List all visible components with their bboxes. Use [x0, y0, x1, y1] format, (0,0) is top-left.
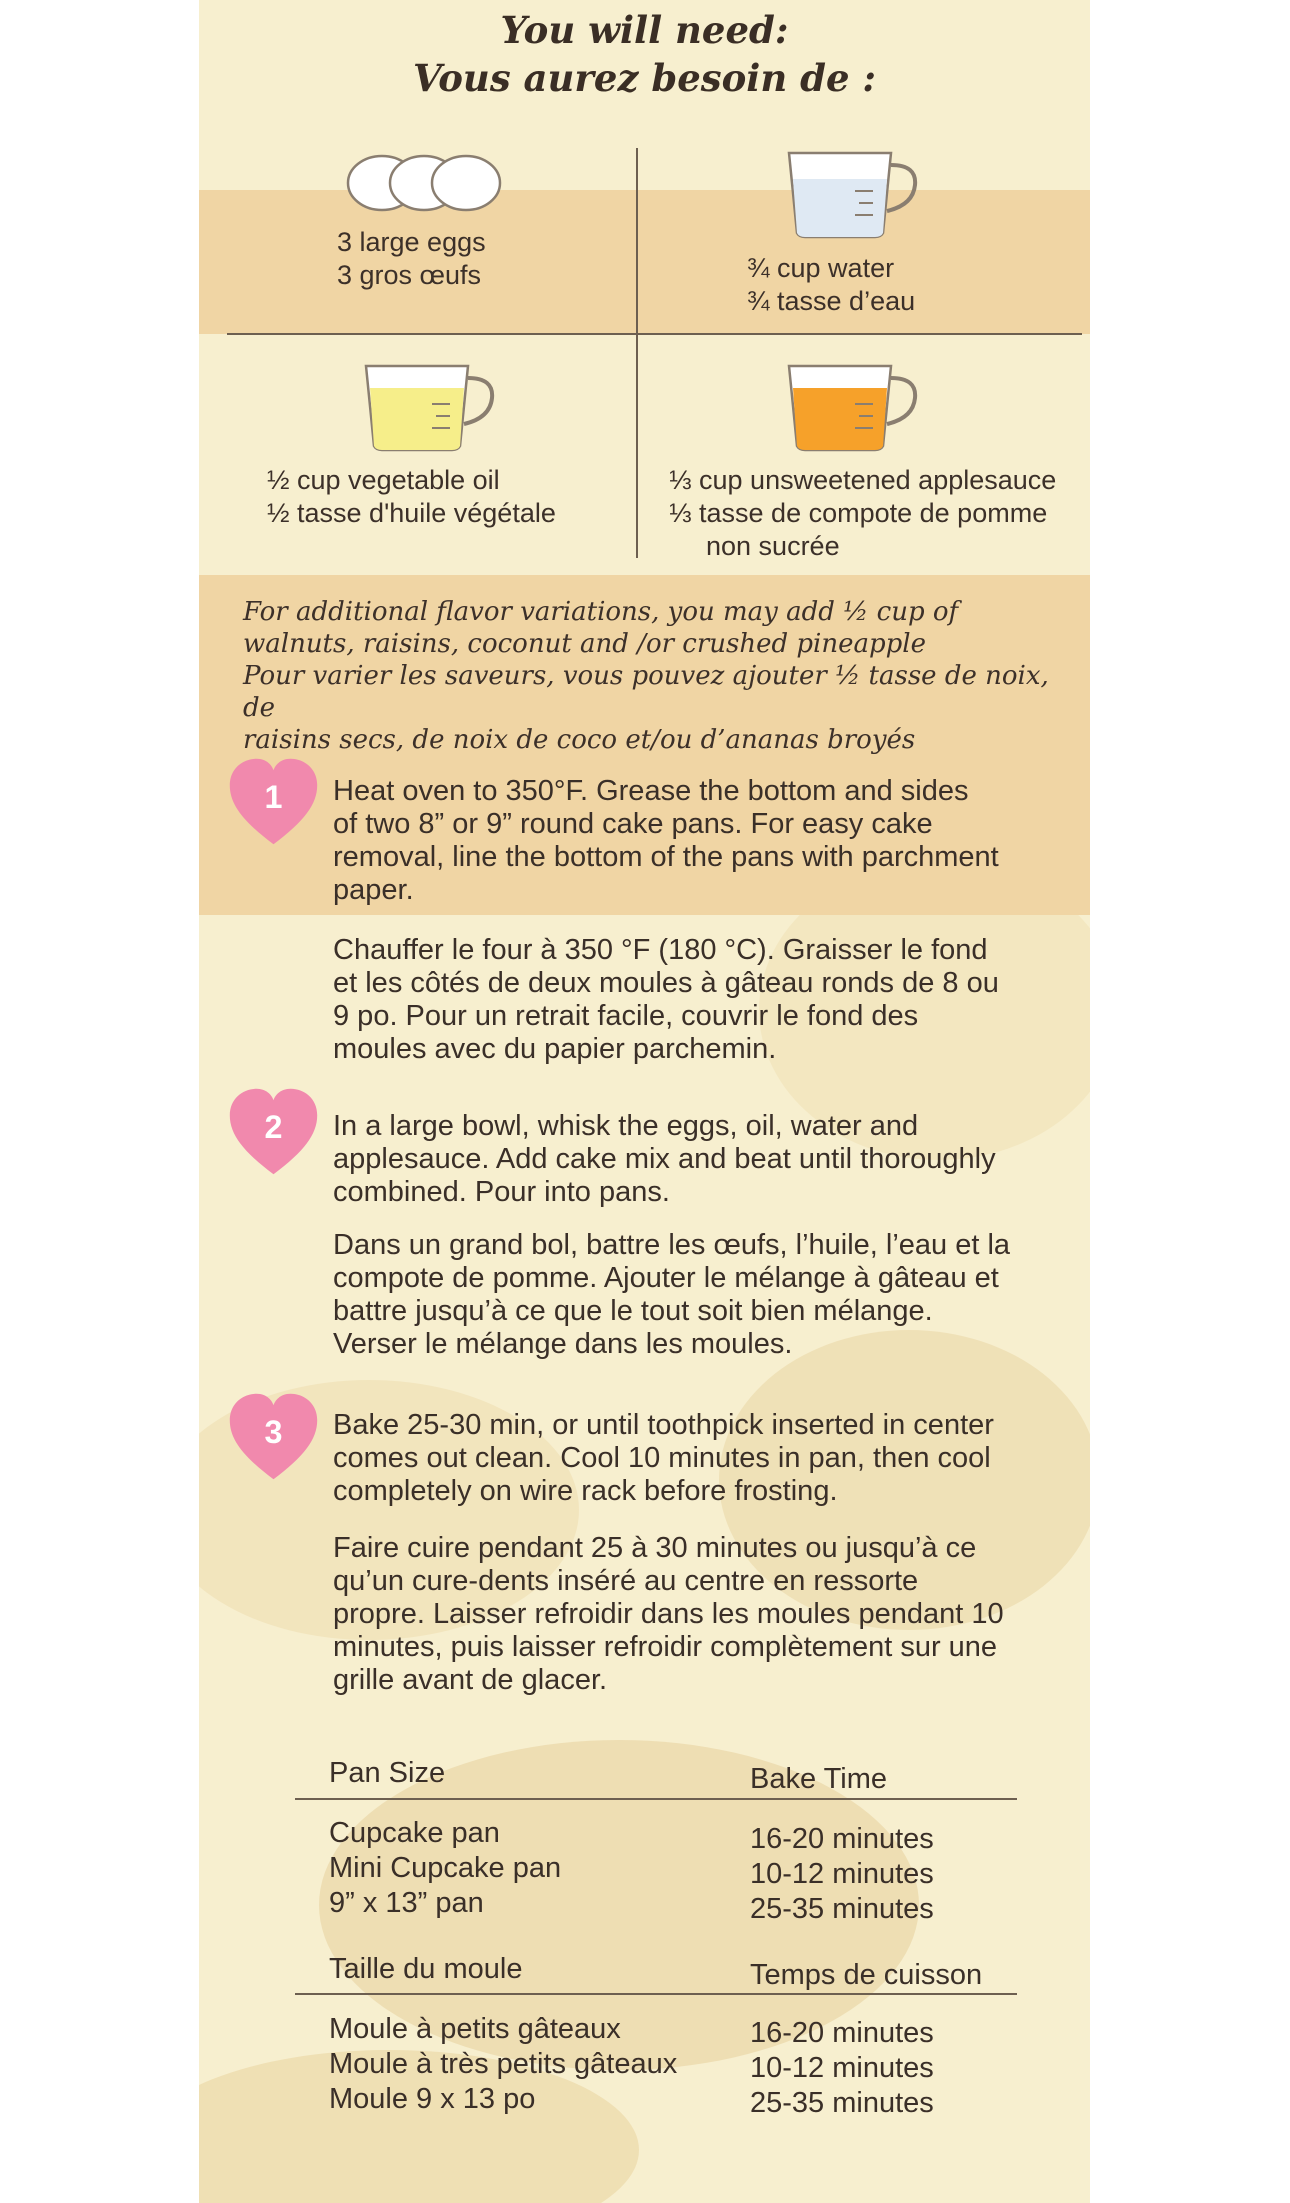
- ingredient-applesauce-en: ⅓ cup unsweetened applesauce: [669, 465, 1057, 495]
- step-1-fr-line: moules avec du papier parchemin.: [333, 1033, 777, 1065]
- pan-table-fr-pans: [329, 2012, 677, 2117]
- step-2-heart-icon: [226, 1085, 321, 1180]
- measuring-cup-applesauce-icon: [783, 358, 923, 454]
- ingredient-applesauce-fr2: non sucrée: [706, 531, 840, 561]
- flavor-note: [243, 596, 1063, 756]
- step-2-en-line: applesauce. Add cake mix and beat until thoroughly: [333, 1143, 996, 1175]
- eggs-icon: [344, 152, 504, 214]
- ingredient-water: [747, 252, 915, 318]
- step-2-fr: [333, 1229, 1073, 1361]
- ingredient-band-top: [199, 190, 1090, 334]
- step-2-number: 2: [264, 1109, 283, 1146]
- step-3-fr-line: minutes, puis laisser refroidir complètement sur une: [333, 1631, 998, 1663]
- ingredient-water-en: ¾ cup water: [747, 253, 895, 283]
- measuring-cup-oil-icon: [360, 358, 500, 454]
- step-1-en: [333, 775, 1073, 907]
- step-2-fr-line: Verser le mélange dans les moules.: [333, 1328, 793, 1360]
- ingredient-grid-vertical: [636, 148, 638, 558]
- step-2-en-line: In a large bowl, whisk the eggs, oil, water and: [333, 1110, 919, 1142]
- instruction-panel: [199, 0, 1090, 2203]
- measuring-cup-water-icon: [783, 145, 923, 241]
- pan-table-fr-rule: [295, 1993, 1017, 1995]
- step-3-fr-line: qu’un cure-dents inséré au centre en ressorte: [333, 1565, 919, 1597]
- step-2-fr-line: battre jusqu’à ce que le tout soit bien mélange.: [333, 1295, 933, 1327]
- step-3-heart-icon: [226, 1390, 321, 1485]
- pan-size-cell: Moule à très petits gâteaux: [329, 2048, 678, 2080]
- bake-time-cell: 10-12 minutes: [750, 1858, 934, 1890]
- step-2-en-line: combined. Pour into pans.: [333, 1176, 670, 1208]
- ingredient-oil-fr: ½ tasse d'huile végétale: [267, 498, 556, 528]
- pan-size-cell: 9” x 13” pan: [329, 1887, 484, 1919]
- ingredient-water-fr: ¾ tasse d’eau: [747, 286, 916, 316]
- step-3-fr-line: propre. Laisser refroidir dans les moules pendant 10: [333, 1598, 1004, 1630]
- heading-fr: Vous aurez besoin de :: [412, 56, 877, 100]
- pan-table-fr-header-left: Taille du moule: [329, 1953, 523, 1985]
- step-1-fr-line: 9 po. Pour un retrait facile, couvrir le fond des: [333, 1000, 919, 1032]
- pan-table-en-times: [750, 1822, 934, 1927]
- flavor-note-en-1: For additional flavor variations, you may add ½ cup of: [243, 597, 959, 627]
- flavor-note-fr-1: Pour varier les saveurs, vous pouvez ajouter ½ tasse de noix, de: [243, 661, 1049, 723]
- step-3-fr-line: Faire cuire pendant 25 à 30 minutes ou jusqu’à ce: [333, 1532, 977, 1564]
- step-1-fr: [333, 934, 1073, 1066]
- flavor-note-en-2: walnuts, raisins, coconut and /or crushed pineapple: [243, 629, 926, 659]
- pan-size-cell: Mini Cupcake pan: [329, 1852, 562, 1884]
- pan-table-en-pans: [329, 1816, 561, 1921]
- pan-table-en-header-right: Bake Time: [750, 1763, 887, 1795]
- step-2-en: [333, 1110, 1073, 1209]
- pan-table-en-header-left: Pan Size: [329, 1757, 446, 1789]
- ingredient-grid-horizontal: [227, 333, 1082, 335]
- step-1-en-line: removal, line the bottom of the pans with parchment: [333, 841, 999, 873]
- step-3-fr: [333, 1532, 1073, 1697]
- step-1-fr-line: Chauffer le four à 350 °F (180 °C). Graisser le fond: [333, 934, 988, 966]
- ingredient-eggs: [337, 226, 486, 292]
- pan-table-fr-times: [750, 2016, 934, 2121]
- step-1-fr-line: et les côtés de deux moules à gâteau ronds de 8 ou: [333, 967, 999, 999]
- ingredient-applesauce: [669, 464, 1090, 563]
- ingredient-eggs-fr: 3 gros œufs: [337, 260, 482, 290]
- ingredient-oil-en: ½ cup vegetable oil: [267, 465, 500, 495]
- bake-time-cell: 16-20 minutes: [750, 2017, 934, 2049]
- step-2-fr-line: compote de pomme. Ajouter le mélange à gâteau et: [333, 1262, 999, 1294]
- bake-time-cell: 16-20 minutes: [750, 1823, 934, 1855]
- step-3-en-line: comes out clean. Cool 10 minutes in pan, then cool: [333, 1442, 991, 1474]
- step-1-heart-icon: [226, 755, 321, 850]
- step-3-fr-line: grille avant de glacer.: [333, 1664, 608, 1696]
- bake-time-cell: 10-12 minutes: [750, 2052, 934, 2084]
- ingredient-oil: [267, 464, 556, 530]
- step-3-en-line: Bake 25-30 min, or until toothpick inserted in center: [333, 1409, 994, 1441]
- step-1-en-line: Heat oven to 350°F. Grease the bottom and sides: [333, 775, 969, 807]
- bake-time-cell: 25-35 minutes: [750, 1893, 934, 1925]
- step-3-number: 3: [264, 1414, 283, 1451]
- ingredient-eggs-en: 3 large eggs: [337, 227, 486, 257]
- pan-size-cell: Moule à petits gâteaux: [329, 2013, 621, 2045]
- heading-en: You will need:: [500, 8, 789, 52]
- step-2-fr-line: Dans un grand bol, battre les œufs, l’huile, l’eau et la: [333, 1229, 1011, 1261]
- pan-table-en-rule: [295, 1798, 1017, 1800]
- flavor-note-fr-2: raisins secs, de noix de coco et/ou d’ananas broyés: [243, 725, 916, 755]
- ingredient-applesauce-fr: ⅓ tasse de compote de pomme: [669, 498, 1048, 528]
- step-3-en: [333, 1409, 1073, 1508]
- bake-time-cell: 25-35 minutes: [750, 2087, 934, 2119]
- pan-size-cell: Moule 9 x 13 po: [329, 2083, 536, 2115]
- step-1-en-line: paper.: [333, 874, 414, 906]
- pan-table-fr-header-right: Temps de cuisson: [750, 1959, 983, 1991]
- step-1-en-line: of two 8” or 9” round cake pans. For easy cake: [333, 808, 933, 840]
- step-3-en-line: completely on wire rack before frosting.: [333, 1475, 838, 1507]
- step-1-number: 1: [264, 779, 283, 816]
- pan-size-cell: Cupcake pan: [329, 1817, 500, 1849]
